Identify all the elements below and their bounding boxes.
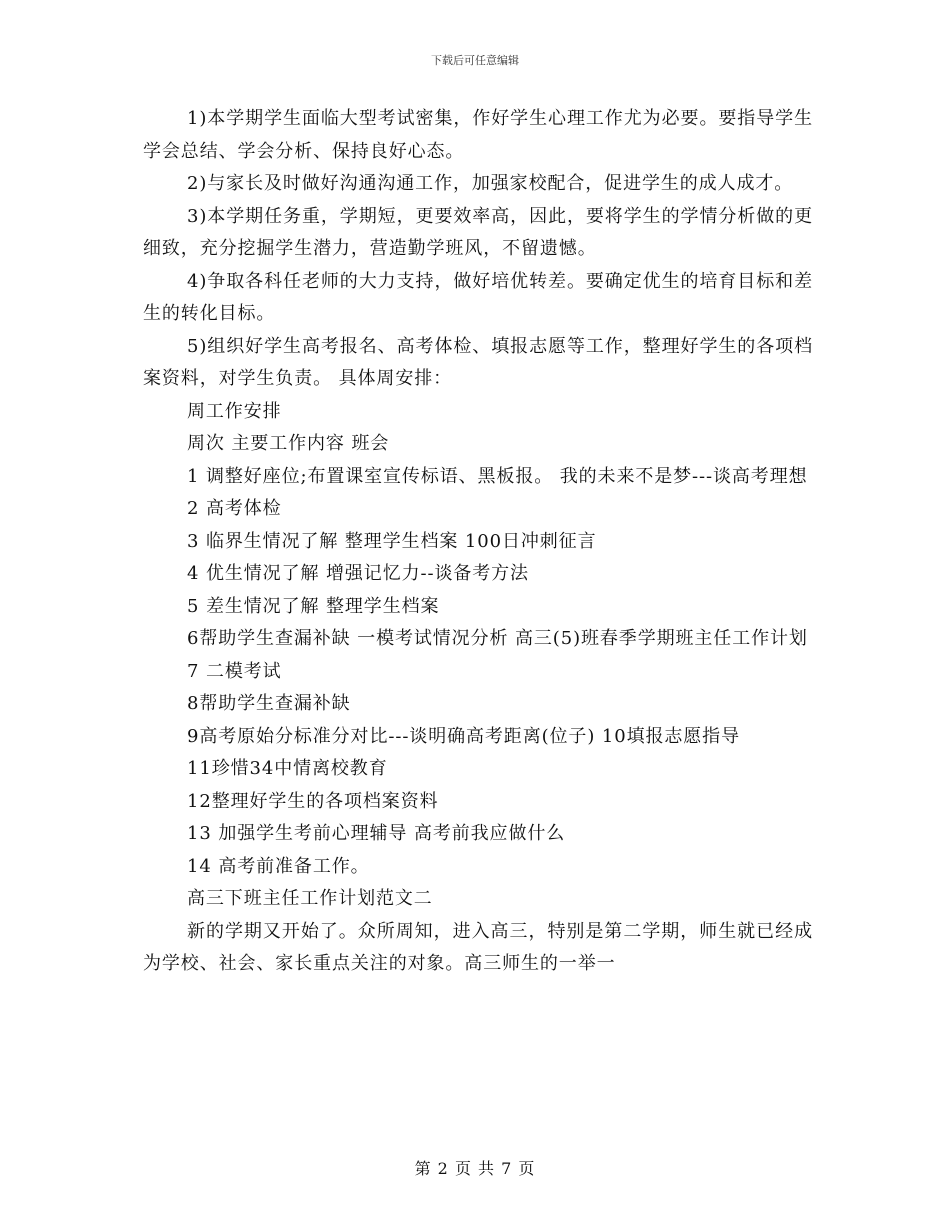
paragraph-5: 5)组织好学生高考报名、高考体检、填报志愿等工作，整理好学生的各项档案资料，对学生负责。 具体周安排： bbox=[143, 335, 813, 389]
schedule-week-8: 8帮助学生查漏补缺 bbox=[187, 693, 351, 714]
schedule-week-12: 12整理好学生的各项档案资料 bbox=[187, 790, 439, 812]
document-body bbox=[143, 103, 813, 981]
schedule-week-11: 11珍惜34中情离校教育 bbox=[187, 758, 388, 779]
page-footer: 第 2 页 共 7 页 bbox=[414, 1159, 536, 1178]
schedule-week-9: 9高考原始分标准分对比---谈明确高考距离(位子) 10填报志愿指导 bbox=[187, 725, 740, 747]
schedule-week-7: 7 二模考试 bbox=[187, 660, 282, 682]
schedule-week-5: 5 差生情况了解 整理学生档案 bbox=[187, 595, 440, 617]
schedule-week-1: 1 调整好座位;布置课室宣传标语、黑板报。 我的未来不是梦---谈高考理想 bbox=[187, 465, 808, 487]
schedule-week-4: 4 优生情况了解 增强记忆力--谈备考方法 bbox=[187, 563, 529, 584]
paragraph-2: 2)与家长及时做好沟通沟通工作，加强家校配合，促进学生的成人成才。 bbox=[187, 173, 794, 194]
schedule-week-2: 2 高考体检 bbox=[187, 498, 282, 519]
paragraph-1: 1)本学期学生面临大型考试密集，作好学生心理工作尤为必要。要指导学生学会总结、学会分析、保持良好心态。 bbox=[143, 108, 813, 162]
schedule-week-14: 14 高考前准备工作。 bbox=[187, 855, 370, 877]
section-heading: 高三下班主任工作计划范文二 bbox=[187, 888, 433, 909]
schedule-week-6: 6帮助学生查漏补缺 一模考试情况分析 高三(5)班春季学期班主任工作计划 bbox=[187, 628, 808, 649]
page-header: 下载后可任意编辑 bbox=[431, 54, 519, 67]
schedule-title: 周工作安排 bbox=[187, 400, 282, 422]
paragraph-intro: 新的学期又开始了。众所周知，进入高三，特别是第二学期，师生就已经成为学校、社会、家长重点关注的对象。高三师生的一举一 bbox=[143, 920, 813, 974]
paragraph-4: 4)争取各科任老师的大力支持，做好培优转差。要确定优生的培育目标和差生的转化目标。 bbox=[143, 270, 813, 324]
schedule-header: 周次 主要工作内容 班会 bbox=[187, 433, 390, 454]
schedule-week-13: 13 加强学生考前心理辅导 高考前我应做什么 bbox=[187, 823, 566, 844]
schedule-week-3: 3 临界生情况了解 整理学生档案 100日冲刺征言 bbox=[187, 530, 597, 552]
paragraph-3: 3)本学期任务重，学期短，更要效率高，因此，要将学生的学情分析做的更细致，充分挖掘学生潜力，营造勤学班风，不留遗憾。 bbox=[143, 205, 813, 259]
